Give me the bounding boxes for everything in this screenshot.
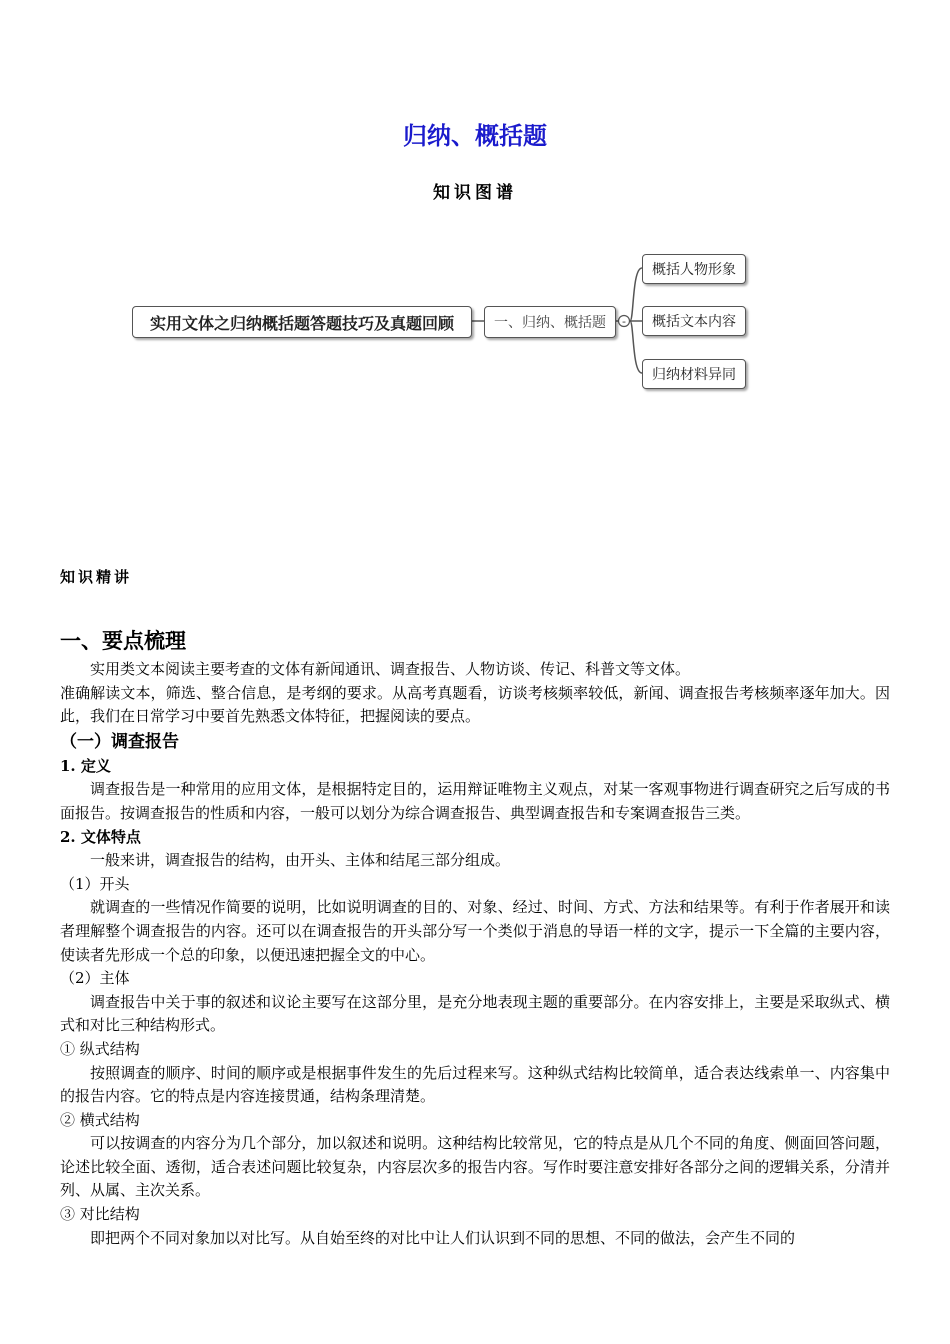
heading-horizontal-structure: ② 横式结构 [60,1110,140,1129]
mind-map-leaf[interactable]: 概括人物形象 [642,254,746,284]
heading-survey-report: （一）调查报告 [60,731,179,752]
features-paragraph: 一般来讲，调查报告的结构，由开头、主体和结尾三部分组成。 [90,851,511,870]
horizontal-structure-paragraph: 可以按调查的内容分为几个部分，加以叙述和说明。这种结构比较常见，它的特点是从几个不同的角度、侧面回答问题，论述比较全面、透彻，适合表述问题比较复杂，内容层次多的报告内容。写作时要注意安排好各部分之间的逻辑关系，分清并列、从属、主次关系。 [60,1134,890,1200]
mind-map-branch[interactable]: 一、归纳、概括题 [484,306,616,338]
vertical-structure-paragraph: 按照调查的顺序、时间的顺序或是根据事件发生的先后过程来写。这种纵式结构比较简单，适合表达线索单一、内容集中的报告内容。它的特点是内容连接贯通，结构条理清楚。 [60,1063,890,1106]
document-body [60,626,890,1250]
connector-leaf-2 [630,321,642,373]
mind-map-connectors [0,0,950,420]
document-title: 归纳、概括题 [403,122,547,150]
connector-leaf-0 [630,268,642,321]
mind-map-heading: 知识图谱 [433,183,517,203]
section-label: 知识精讲 [60,568,133,586]
heading-vertical-structure: ① 纵式结构 [60,1039,140,1058]
heading-contrast-structure: ③ 对比结构 [60,1205,140,1224]
heading-body: （2）主体 [60,969,130,988]
heading-definition: 1. 定义 [60,756,111,775]
opening-paragraph: 就调查的一些情况作简要的说明，比如说明调查的目的、对象、经过、时间、方式、方法和结果等。有利于作者展开和读者理解整个调查报告的内容。还可以在调查报告的开头部分写一个类似于消息的导语一样的文字，提示一下全篇的主要内容，使读者先形成一个总的印象，以便迅速把握全文的中心。 [60,898,890,964]
mind-map-leaf[interactable]: 概括文本内容 [642,306,746,336]
intro-paragraph-1: 实用类文本阅读主要考查的文体有新闻通讯、调查报告、人物访谈、传记、科普文等文体。 [90,660,691,678]
body-paragraph: 调查报告中关于事的叙述和议论主要写在这部分里，是充分地表现主题的重要部分。在内容安排上，主要是采取纵式、横式和对比三种结构形式。 [60,992,890,1035]
contrast-structure-paragraph: 即把两个不同对象加以对比写。从自始至终的对比中让人们认识到不同的思想、不同的做法，会产生不同的 [90,1228,796,1247]
heading-features: 2. 文体特点 [60,827,141,846]
definition-paragraph: 调查报告是一种常用的应用文体，是根据特定目的，运用辩证唯物主义观点，对某一客观事物进行调查研究之后写成的书面报告。按调查报告的性质和内容，一般可以划分为综合调查报告、典型调查报告和专案调查报告三类。 [60,780,890,822]
mind-map-root[interactable]: 实用文体之归纳概括题答题技巧及真题回顾 [132,306,472,338]
collapse-symbol: - [622,315,626,328]
mind-map-leaf[interactable]: 归纳材料异同 [642,359,746,389]
intro-paragraph-2: 准确解读文本，筛选、整合信息，是考纲的要求。从高考真题看，访谈考核频率较低，新闻、调查报告考核频率逐年加大。因此，我们在日常学习中要首先熟悉文体特征，把握阅读的要点。 [60,683,890,726]
heading-opening: （1）开头 [60,874,130,893]
heading-main-points: 一、要点梳理 [60,629,186,653]
